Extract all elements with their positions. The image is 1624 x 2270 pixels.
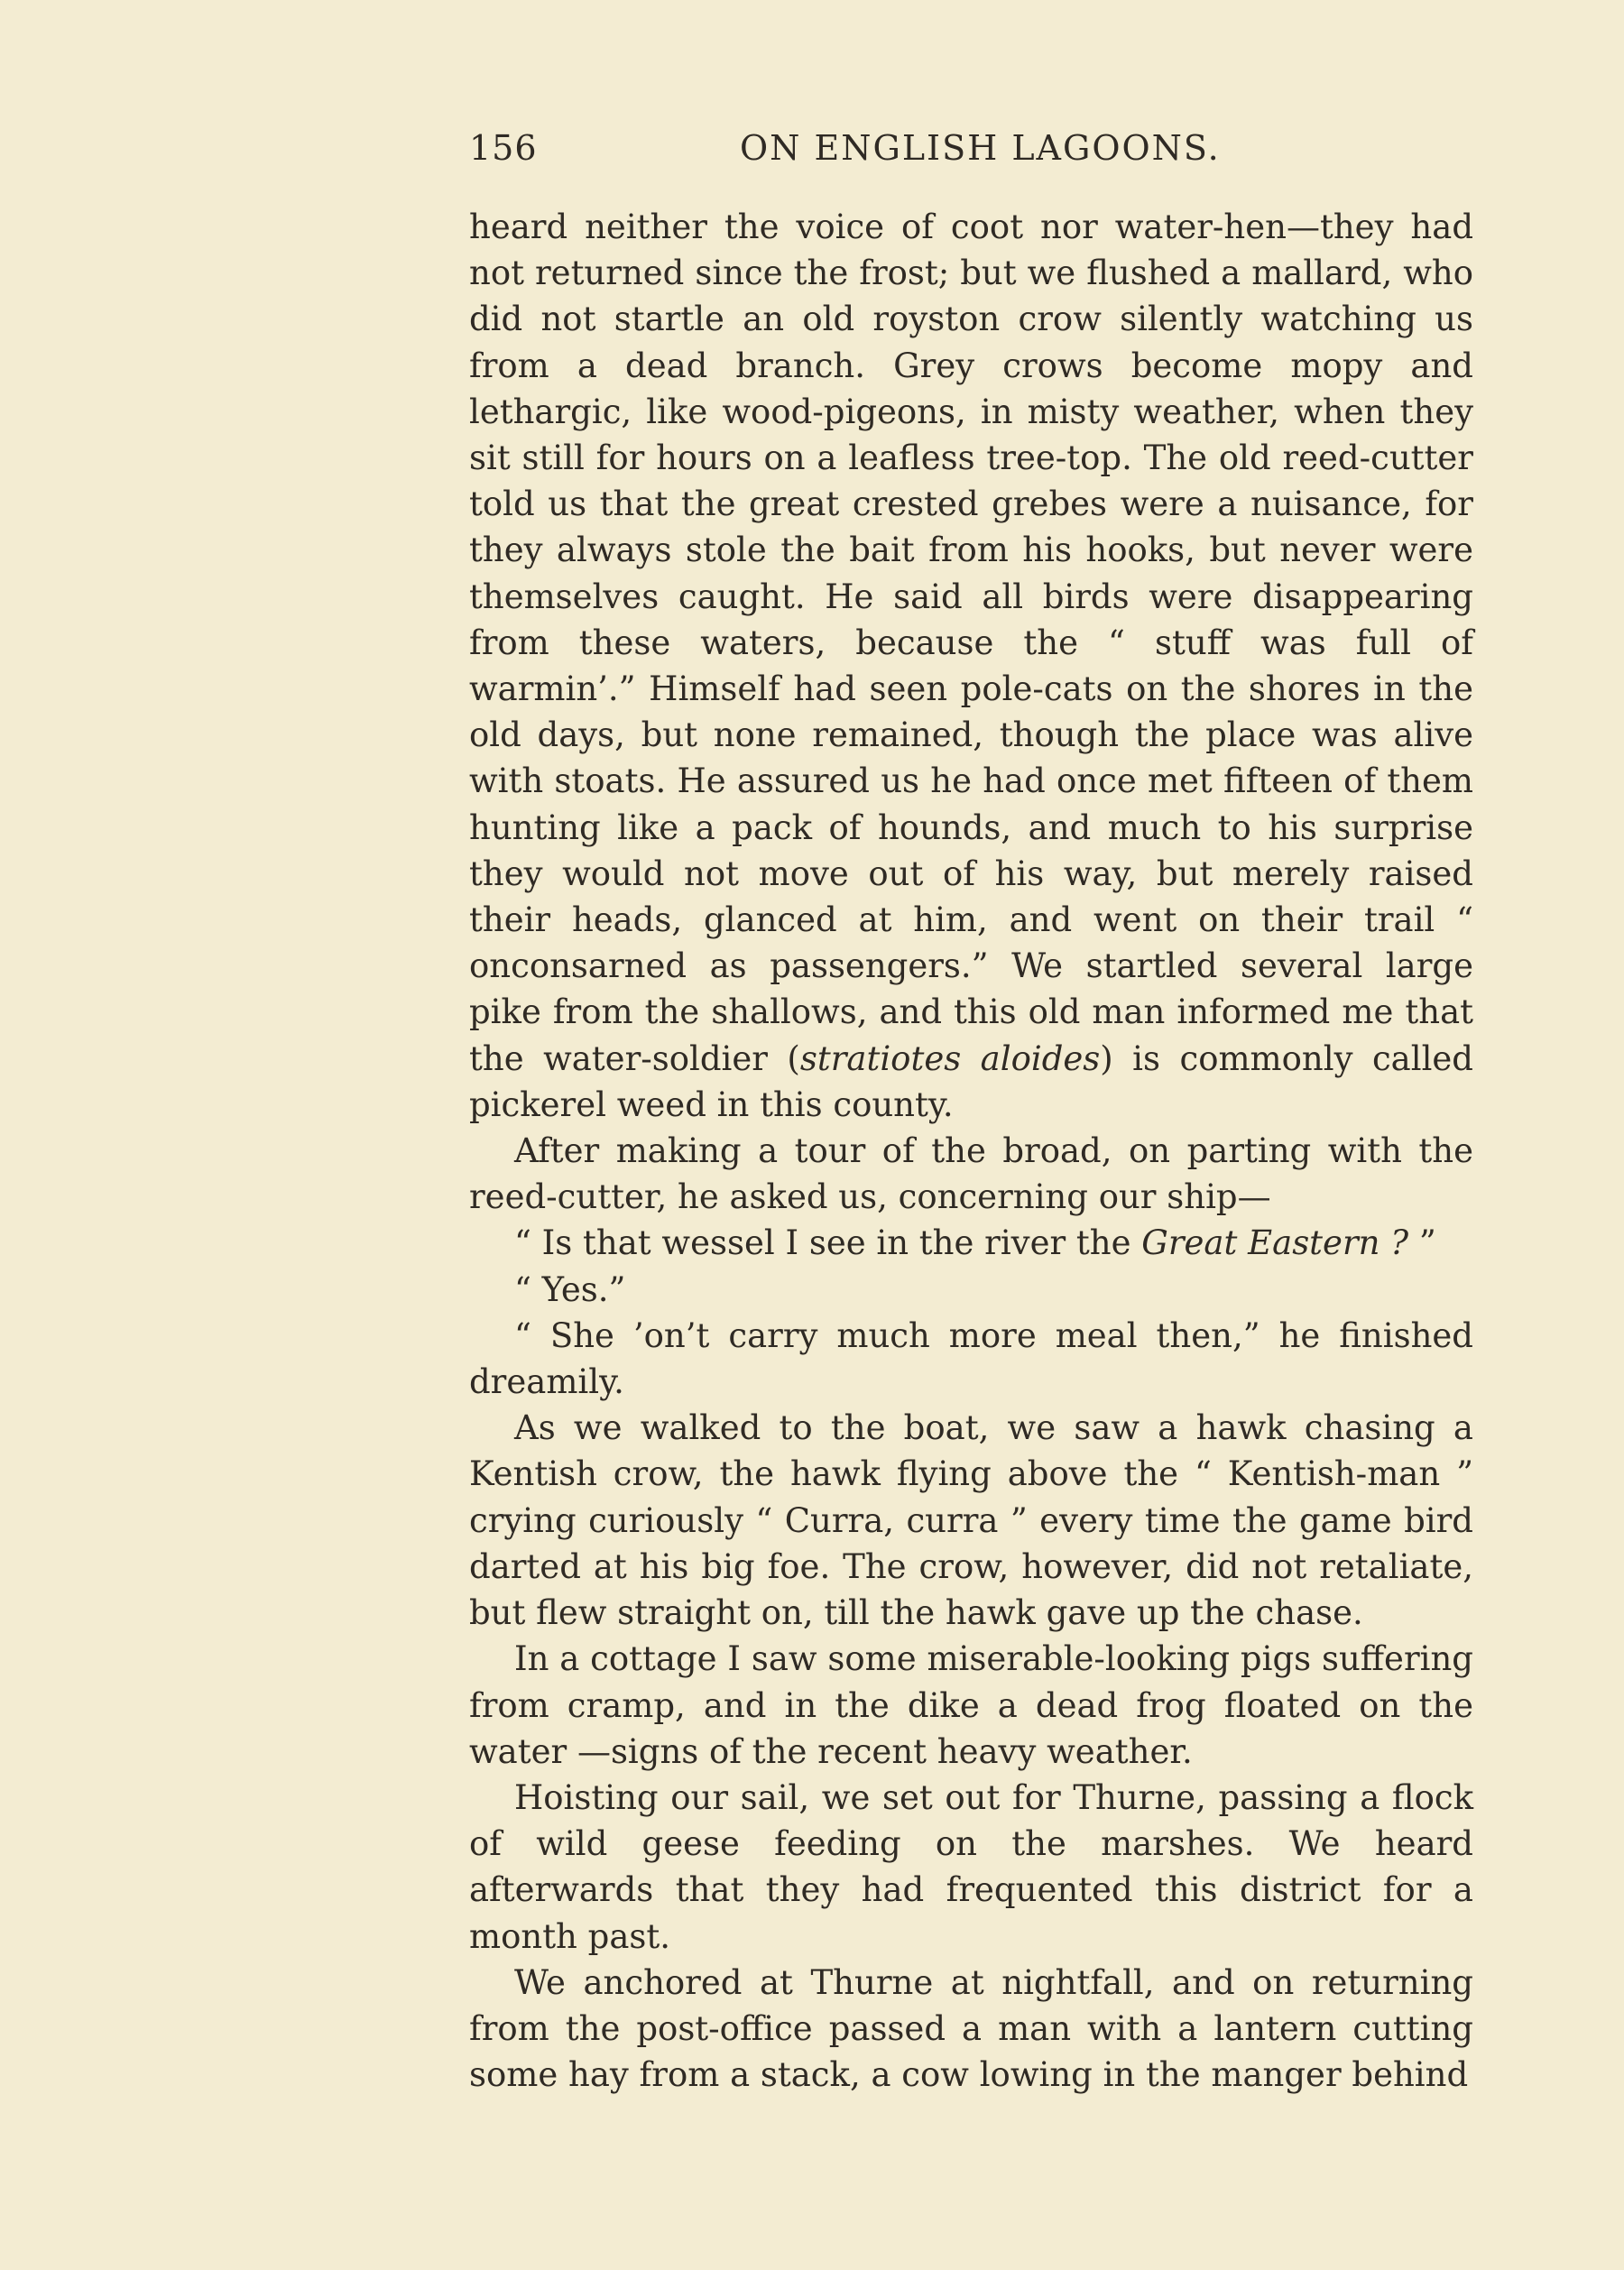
paragraph-8: Hoisting our sail, we set out for Thurne, passing a flock of wild geese feeding on the marshes. We heard afterwards that they had frequented this district for a month past. — [469, 1777, 1473, 1956]
paragraph-7: In a cottage I saw some miserable-looking pigs suffering from cramp, and in the dike a dead frog floated on the water —signs of the recent heavy weather. — [469, 1639, 1473, 1771]
running-head — [469, 128, 1480, 182]
paragraph-3-text: “ Is that wessel I see in the river the — [514, 1223, 1142, 1263]
paragraph-9: We anchored at Thurne at nightfall, and on returning from the post-office passed a man with a lantern cutting some hay from a stack, a cow lowing in the manger behind — [469, 1962, 1473, 2095]
paragraph-3 — [469, 1220, 1473, 1266]
running-title: ON ENGLISH LAGOONS. — [740, 128, 1221, 168]
body-text — [469, 204, 1473, 2098]
paragraph-3-end: ” — [1408, 1223, 1436, 1263]
paragraph-1-text: heard neither the voice of coot nor water-hen—they had not returned since the frost; but we flushed a mallard, who did not startle an old royston crow silently watching us from a dead branch. Grey crows become mopy and lethargic, like wood-pigeons, in misty weather, when they sit still for hours on a leafless tree-top. The old reed-cutter told us that the great crested grebes were a nuisance, for they always stole the bait from his hooks, but never were themselves caught. He said all birds were disappearing from these waters, because the “ stuff was full of warmin’.” Himself had seen pole-cats on the shores in the old days, but none remained, though the place was alive with stoats. He assured us he had once met fifteen of them hunting like a pack of hounds, and much to his surprise they would not move out of his way, but merely raised their heads, glanced at him, and went on their trail “ onconsarned as passengers.” We startled several large pike from the shallows, and this old man informed me that the water-soldier ( — [469, 208, 1473, 1078]
paragraph-1 — [469, 204, 1473, 1128]
paragraph-5: “ She ’on’t carry much more meal then,” he finished dreamily. — [469, 1315, 1473, 1402]
paragraph-6: As we walked to the boat, we saw a hawk chasing a Kentish crow, the hawk flying above the “ Kentish-man ” crying curiously “ Curra, curra ” every time the game bird darted at his big foe. The crow, however, did not retaliate, but flew straight on, till the hawk gave up the chase. — [469, 1408, 1473, 1633]
ship-name: Great Eastern ? — [1141, 1223, 1409, 1263]
paragraph-1-end: ) is commonly called pickerel weed in this county. — [469, 1038, 1473, 1124]
page-number: 156 — [469, 128, 538, 168]
species-name: stratiotes aloides — [799, 1038, 1101, 1078]
paragraph-2: After making a tour of the broad, on parting with the reed-cutter, he asked us, concerning our ship— — [469, 1131, 1473, 1217]
paragraph-4: “ Yes.” — [514, 1269, 626, 1309]
